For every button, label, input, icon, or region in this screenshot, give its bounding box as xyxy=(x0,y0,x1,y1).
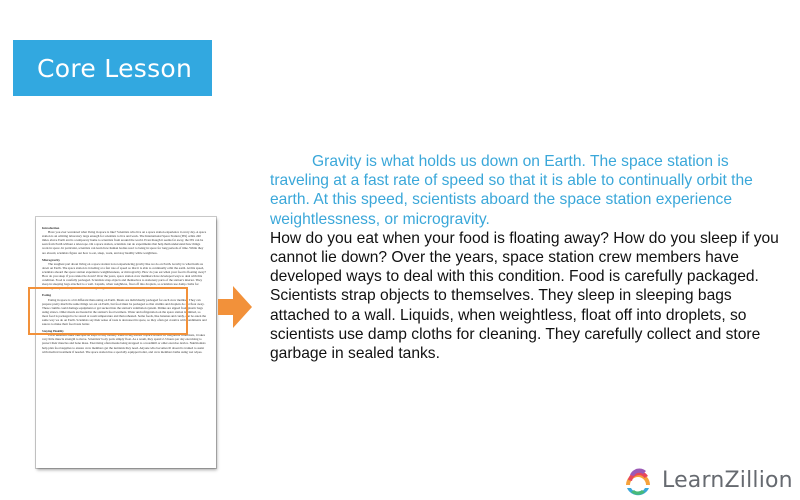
core-lesson-label: Core Lesson xyxy=(37,53,193,83)
lesson-passage xyxy=(270,152,780,363)
learnzillion-logo-text: LearnZillion xyxy=(662,467,793,493)
thumbnail-paragraph-eating: Eating in space is a bit different than eating on Earth. Meals are individually packaged for each crew member. They can prepare pretty much the same things we eat on Earth, but food must be packaged so that crumbs and droplets do not float away. These crumbs could damage equipment or get sucked into the station's ventilation system. Drinks are sipped from plastic bags using straws. Other meals are heated in the station's food warmers. Water and refrigeration on the space station is limited, so most food is packaged to be stored at room temperature and then reheated. Some foods, like bananas and candy, can be eaten the same way we do on Earth. Scientists say their sense of taste is decreased in space, so they often get creative with condiments and sauces to make their food taste better. xyxy=(42,297,207,327)
thumbnail-paragraph-staying-healthy: Crew members must take special steps to stay healthy while living aboard a space station. In weightless conditions, it takes very little muscle strength to move. Scientists' body parts simply float. As a result, they spend 2-3 hours per day exercising to protect their muscles and bone mass. Exercising often means being strapped to a treadmill or other exercise device. Nutritionists help plan food supplies to ensure crew members get the nutrients they need. Anyone who becomes ill aboard is trained to assist with medical treatment if needed. The space station has a specially equipped toilet, and crew members bathe using wet wipes. xyxy=(42,333,206,354)
passage-body: How do you eat when your food is floating away? How do you sleep if you cannot lie down? Over the years, space station crew members have developed ways to deal with this condition. Food is carefully packaged. Scientists strap objects to themselves. They sleep in sleeping bags attached to a wall. Liquids, when weightless, float off into droplets, so scientists use damp cloths for cleaning. They carefully collect and store garbage in sealed tanks. xyxy=(270,229,779,363)
thumbnail-paragraph-microgravity: The toughest part about living on a space station is not experiencing gravity like we do on Earth. Gravity is what holds us down on Earth. The space station is traveling at a fast rate of speed so that it is able to continually orbit the earth. At this speed, scientists aboard the space station experience weightlessness, or microgravity. How do you eat when your food is floating away? How do you sleep if you cannot lie down? Over the years, space station crew members have developed ways to deal with this condition. Food is carefully packaged. Scientists strap objects and themselves to stationary parts of the station's interior. They sleep in sleeping bags attached to a wall. Liquids, when weightless, float off into droplets, so scientists use damp cloths for cleaning. They carefully collect and store garbage in sealed tanks. xyxy=(42,261,207,291)
learnzillion-logo-icon xyxy=(622,464,654,496)
thumbnail-highlight-box xyxy=(28,287,188,335)
thumbnail-heading-staying-healthy: Staying Healthy xyxy=(42,329,64,334)
document-thumbnail xyxy=(36,217,216,468)
highlighted-passage: Gravity is what holds us down on Earth. The space station is traveling at a fast rate of speed so that it is able to continually orbit the earth. At this speed, scientists aboard the space station experience weightlessness, or microgravity. xyxy=(270,153,753,228)
thumbnail-heading-microgravity: Microgravity xyxy=(42,257,60,262)
right-arrow-icon xyxy=(218,286,252,328)
thumbnail-heading-introduction: Introduction xyxy=(42,226,60,230)
learnzillion-logo xyxy=(622,460,798,500)
core-lesson-badge xyxy=(13,40,212,96)
thumbnail-heading-eating: Eating xyxy=(42,293,52,298)
thumbnail-paragraph-introduction: Have you ever wondered what living in space is like? Scientists who live on a space station experience it every day. A space station is an orbiting laboratory large enough for scientists to live and work. The International Space Station (ISS) orbits 240 miles above Earth and is a temporary home to scientists from around the world. Even though it seems far away, the ISS can be seen from Earth without a telescope. On a space station, scientists can do experiments that help them understand how things work in space. In particular, scientists can learn how human bodies react to being in space for long periods of time. While they are aboard, scientists figure out how to eat, sleep, work, and stay healthy while weightless. xyxy=(42,230,207,255)
